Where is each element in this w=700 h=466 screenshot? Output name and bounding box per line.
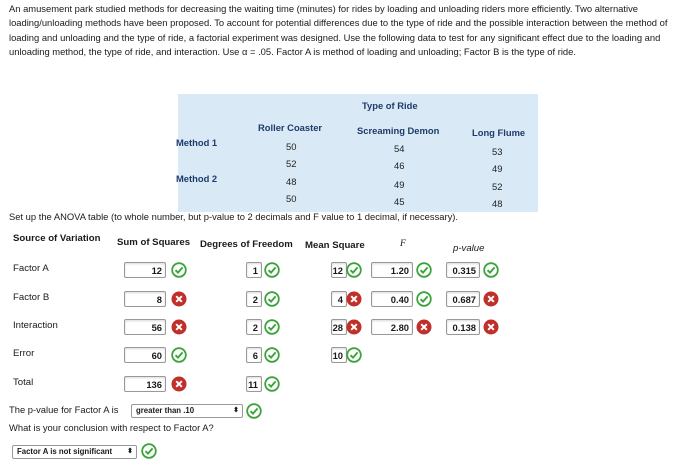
- problem-statement: An amusement park studied methods for decreasing the waiting time (minutes) for rides by loading and unloading riders more efficiently. Two alternative loading/unloading methods have been proposed. To account for potential differences due to the type of ride and the possible interaction between the method of loading and unloading and the type of ride, a factorial experiment was designed. Use the following data to test for any significant effect due to the loading and unloading method, the type of ride, and interaction. Use α = .05. Factor A is method of loading and unloading; Factor B is the type of ride.: [9, 3, 668, 58]
- anova-row-label: Factor A: [13, 263, 49, 274]
- anova-p-input[interactable]: 0.138: [446, 319, 480, 335]
- p-value-factor-a-select-value: greater than .10: [136, 406, 195, 415]
- data-cell: 48: [492, 198, 503, 209]
- anova-p-input[interactable]: 0.315: [446, 262, 480, 278]
- anova-ss-input[interactable]: 12: [124, 262, 166, 278]
- anova-f-input[interactable]: 1.20: [371, 262, 413, 278]
- check-icon: [346, 347, 362, 363]
- check-icon: [171, 347, 187, 363]
- check-icon: [264, 376, 280, 392]
- cross-icon: [171, 376, 187, 392]
- anova-ms-input[interactable]: 12: [331, 262, 347, 278]
- col-long-flume: Long Flume: [472, 127, 526, 138]
- check-icon: [246, 403, 262, 419]
- q1-prefix: The p-value for Factor A is: [9, 404, 119, 415]
- anova-p-input[interactable]: 0.687: [446, 291, 480, 307]
- anova-ss-input[interactable]: 8: [124, 291, 166, 307]
- data-cell: 50: [286, 141, 297, 152]
- row-method-1: Method 1: [176, 137, 218, 148]
- check-icon: [141, 443, 157, 459]
- anova-ss-input[interactable]: 60: [124, 347, 166, 363]
- anova-header-ms: Mean Square: [305, 240, 365, 251]
- anova-row-label: Interaction: [13, 320, 58, 331]
- factor-a-conclusion-select-value: Factor A is not significant: [17, 447, 113, 456]
- anova-header-df: Degrees of Freedom: [200, 239, 293, 250]
- data-cell: 46: [394, 160, 405, 171]
- cross-icon: [171, 319, 187, 335]
- anova-df-input[interactable]: 2: [246, 291, 262, 307]
- data-table-background: [178, 94, 538, 212]
- check-icon: [416, 262, 432, 278]
- data-cell: 45: [394, 196, 405, 207]
- data-cell: 50: [286, 193, 297, 204]
- cross-icon: [171, 291, 187, 307]
- chevron-updown-icon: ⬍: [127, 448, 133, 455]
- cross-icon: [483, 319, 499, 335]
- instruction-text: Set up the ANOVA table (to whole number, but p-value to 2 decimals and F value to 1 decimal, if necessary).: [9, 211, 459, 222]
- cross-icon: [346, 319, 362, 335]
- data-cell: 49: [492, 163, 503, 174]
- col-roller-coaster: Roller Coaster: [258, 122, 323, 133]
- data-cell: 53: [492, 146, 503, 157]
- anova-df-input[interactable]: 6: [246, 347, 262, 363]
- col-screaming-demon: Screaming Demon: [357, 125, 440, 136]
- check-icon: [264, 291, 280, 307]
- cross-icon: [416, 319, 432, 335]
- anova-df-input[interactable]: 1: [246, 262, 262, 278]
- check-icon: [264, 262, 280, 278]
- anova-df-input[interactable]: 11: [246, 376, 262, 392]
- anova-f-input[interactable]: 0.40: [371, 291, 413, 307]
- q2-text: What is your conclusion with respect to Factor A?: [9, 422, 214, 433]
- p-value-factor-a-select[interactable]: [131, 404, 243, 418]
- check-icon: [171, 262, 187, 278]
- row-method-2: Method 2: [176, 173, 218, 184]
- anova-df-input[interactable]: 2: [246, 319, 262, 335]
- check-icon: [416, 291, 432, 307]
- anova-header-source: Source of Variation: [13, 233, 101, 244]
- data-cell: 49: [394, 179, 405, 190]
- data-cell: 48: [286, 176, 297, 187]
- anova-ms-input[interactable]: 4: [331, 291, 347, 307]
- anova-ss-input[interactable]: 136: [124, 376, 166, 392]
- anova-row-label: Factor B: [13, 292, 50, 303]
- factor-a-conclusion-select[interactable]: [12, 445, 137, 459]
- anova-row-label: Error: [13, 348, 35, 359]
- cross-icon: [346, 291, 362, 307]
- anova-header-f: F: [400, 238, 406, 249]
- chevron-updown-icon: ⬍: [233, 407, 239, 414]
- anova-header-p: p-value: [453, 243, 485, 254]
- check-icon: [264, 347, 280, 363]
- anova-ss-input[interactable]: 56: [124, 319, 166, 335]
- check-icon: [483, 262, 499, 278]
- check-icon: [264, 319, 280, 335]
- anova-f-input[interactable]: 2.80: [371, 319, 413, 335]
- check-icon: [346, 262, 362, 278]
- anova-row-label: Total: [13, 377, 34, 388]
- data-cell: 54: [394, 143, 405, 154]
- anova-ms-input[interactable]: 28: [331, 319, 347, 335]
- cross-icon: [483, 291, 499, 307]
- data-cell: 52: [492, 181, 503, 192]
- type-of-ride-header: Type of Ride: [362, 100, 418, 111]
- anova-ms-input[interactable]: 10: [331, 347, 347, 363]
- anova-header-ss: Sum of Squares: [117, 237, 191, 248]
- data-cell: 52: [286, 158, 297, 169]
